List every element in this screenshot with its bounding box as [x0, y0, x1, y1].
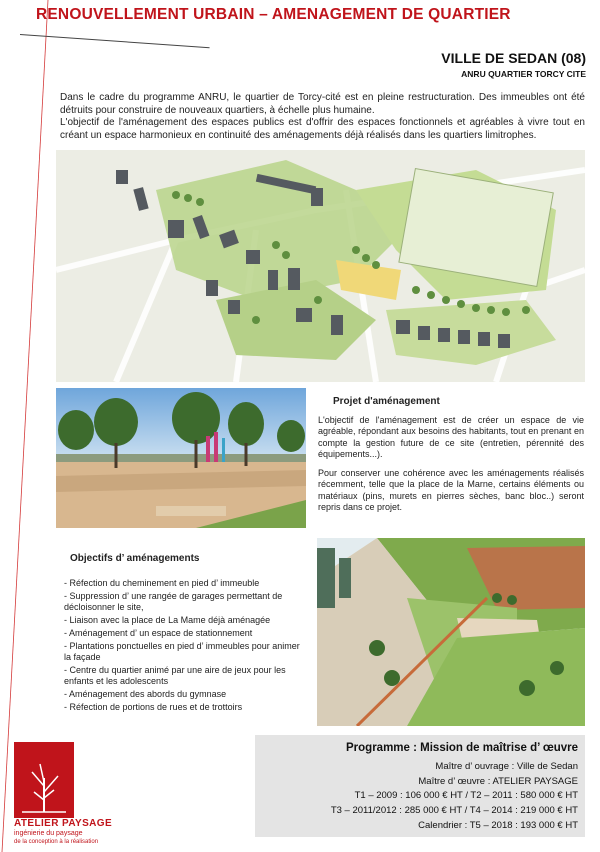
programme-line: T1 – 2009 : 106 000 € HT / T2 – 2011 : 580 000 € HT [354, 790, 578, 801]
list-item: - Aménagement d’ un espace de stationnement [64, 628, 253, 638]
site-plan-image [56, 150, 585, 382]
list-item: - Réfection du cheminement en pied d’ immeuble [64, 578, 260, 588]
project-subtitle: ANRU QUARTIER TORCY CITE [461, 69, 586, 79]
programme-line: Calendrier : T5 – 2018 : 193 000 € HT [418, 820, 578, 831]
intro-paragraph-2: L'objectif de l'aménagement des espaces publics est d'offrir des espaces fonctionnels et agréables à vivre tout en créant un espace harmonieux en continuité des aménagements déjà réalisés dans les quartiers limitrophes. [60, 117, 585, 141]
programme-line: Maître d’ œuvre : ATELIER PAYSAGE [418, 776, 578, 787]
list-item: - Centre du quartier animé par une aire de jeux pour les enfants et les adolescents [64, 665, 286, 686]
logo-name: ATELIER PAYSAGE [14, 818, 113, 829]
logo-tagline: ingénierie du paysage [14, 830, 83, 837]
list-item: - Réfection de portions de rues et de trottoirs [64, 702, 243, 712]
red-margin-line [0, 0, 60, 852]
list-item: - Aménagement des abords du gymnase [64, 689, 227, 699]
objectifs-list [64, 578, 308, 715]
city-name: VILLE DE SEDAN (08) [441, 50, 586, 66]
list-item: - Suppression d’ une rangée de garages permettant de décloisonner le site, [64, 591, 283, 612]
atelier-paysage-logo-icon [14, 742, 74, 818]
park-perspective-image [56, 388, 306, 528]
intro-paragraph-1: Dans le cadre du programme ANRU, le quartier de Torcy-cité est en pleine restructuration. Des immeubles ont été détruits pour construire de nouveaux quartiers, à échelle plus humaine. [60, 92, 585, 116]
programme-title: Programme : Mission de maîtrise d’ œuvre [346, 742, 578, 754]
list-item: - Plantations ponctuelles en pied d’ immeubles pour animer la façade [64, 641, 300, 662]
programme-line: Maître d’ ouvrage : Ville de Sedan [435, 761, 578, 772]
programme-line: T3 – 2011/2012 : 285 000 € HT / T4 – 2014 : 219 000 € HT [330, 805, 578, 816]
objectifs-heading: Objectifs d’ aménagements [70, 553, 200, 564]
page-title: RENOUVELLEMENT URBAIN – AMENAGEMENT DE QUARTIER [36, 6, 511, 23]
projet-text [318, 415, 584, 521]
intro-text [60, 92, 585, 142]
list-item: - Liaison avec la place de La Mame déjà aménagée [64, 615, 271, 625]
logo-tagline-2: de la conception à la réalisation [14, 839, 99, 845]
projet-heading: Projet d'aménagement [333, 396, 440, 407]
projet-paragraph-2: Pour conserver une cohérence avec les aménagements réalisés récemment, telle que la place de la Marne, certains éléments ou matériaux (pins, murets en pierres sèches, banc bloc..) seront repris dans ce projet. [318, 468, 584, 513]
projet-paragraph-1: L'objectif de l'aménagement est de créer un espace de vie agréable, répondant aux besoins des habitants, tout en prenant en compte la gestion future de ce site (entretien, pérennité des équipements...). [318, 415, 584, 459]
aerial-rendering-image [317, 538, 585, 726]
